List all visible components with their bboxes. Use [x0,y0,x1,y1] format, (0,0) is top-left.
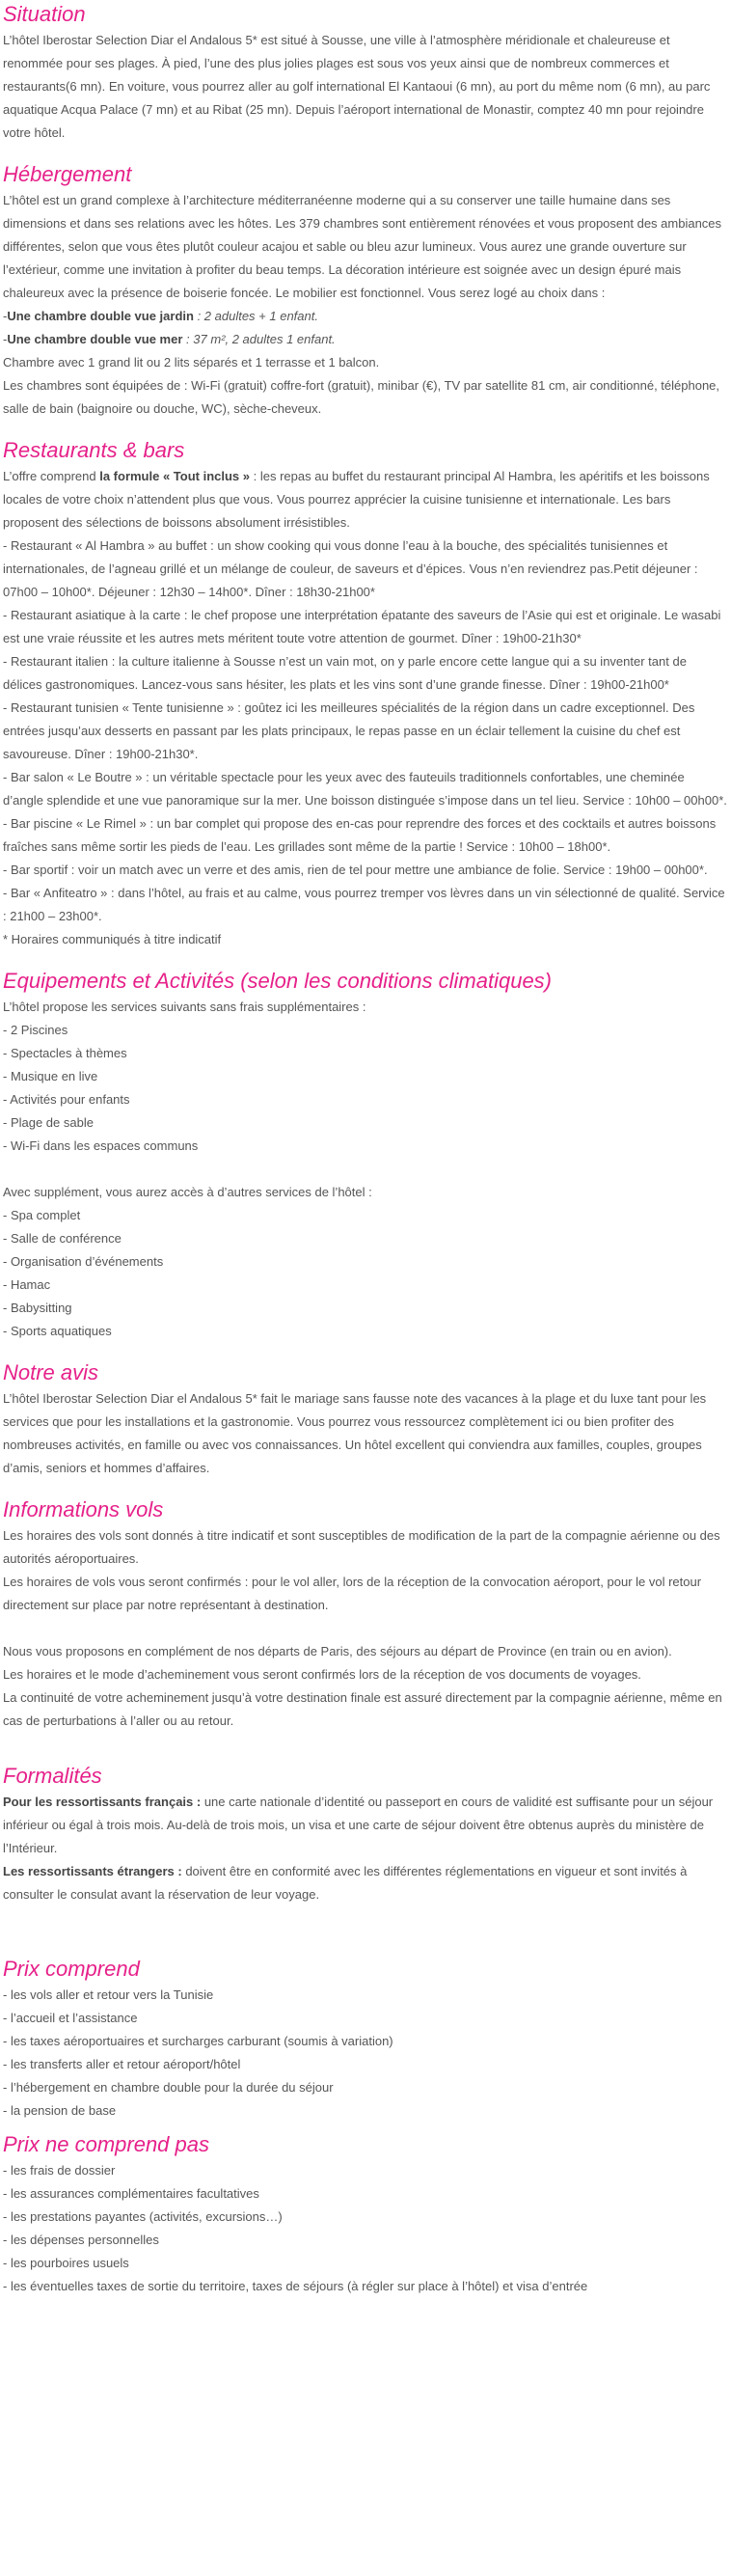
room-detail: : 2 adultes + 1 enfant. [193,309,318,323]
list-item: - Restaurant « Al Hambra » au buffet : un show cooking qui vous donne l’eau à la bouche, des spécialités tunisiennes et internationales, de l’agneau grillé et un mélange de couleur, de saveurs et d’épices. Vous n’en reviendrez pas.Petit déjeuner : 07h00 – 10h00*. Déjeuner : 12h30 – 14h00*. Dîner : 18h30-21h00* [3,538,698,599]
section-situation [3,0,728,145]
section-title: Equipements et Activités (selon les conditions climatiques) [3,969,553,993]
list-item: - les pourboires usuels [3,2256,129,2270]
section-equipements [3,967,728,1343]
room-detail: : 37 m², 2 adultes 1 enfant. [182,332,336,346]
list-item: - les éventuelles taxes de sortie du territoire, taxes de séjours (à régler sur place à l’hôtel) et visa d’entrée [3,2279,588,2293]
section-hebergement [3,160,728,421]
list-item: - Restaurant italien : la culture italienne à Sousse n’est un vain mot, on y parle encore cette langue qui a su inventer tant de délices gastronomiques. Lancez-vous sans hésiter, les plats et les vins sont d’une grande finesse. Dîner : 19h00-21h00* [3,654,687,692]
paragraph [3,465,728,534]
room-option: -​Une chambre double vue mer : 37 m², 2 adultes 1 enfant. [3,332,336,346]
list-item: - Musique en live [3,1069,98,1083]
list-item: - Hamac [3,1277,51,1292]
label-etrangers: Les ressortissants étrangers : [3,1864,182,1878]
paragraph: La continuité de votre acheminement jusqu’à votre destination finale est assuré directement par la compagnie aérienne, même en cas de perturbations à l’aller ou au retour. [3,1690,722,1728]
list-item: - 2 Piscines [3,1023,68,1037]
list-item: - Wi-Fi dans les espaces communs [3,1138,199,1153]
section-title: Prix comprend [3,1957,140,1981]
list-item: - les taxes aéroportuaires et surcharges carburant (soumis à variation) [3,2034,393,2048]
section-restaurants [3,436,728,951]
section-title: Formalités [3,1764,102,1788]
label-francais: Pour les ressortissants français : [3,1795,202,1809]
section-title: Prix ne comprend pas [3,2132,209,2156]
list-item: - l’accueil et l’assistance [3,2011,138,2025]
paragraph: L’hôtel Iberostar Selection Diar el Andalous 5* est situé à Sousse, une ville à l’atmosphère méridionale et chaleureuse et renommée pour ses plages. À pied, l’une des plus jolies plages est sous vos yeux ainsi que de nombreux commerces et restaurants(6 mn). En voiture, vous pourrez aller au golf international El Kantaoui (6 mn), au port du même nom (6 mn), au parc aquatique Acqua Palace (7 mn) et au Ribat (25 mn). Depuis l’aéroport international de Monastir, comptez 40 mn pour rejoindre votre hôtel. [3,33,711,140]
list-item: - les dépenses personnelles [3,2233,159,2247]
paragraph: Avec supplément, vous aurez accès à d’autres services de l’hôtel : [3,1185,372,1199]
list-item: - les assurances complémentaires facultatives [3,2186,259,2201]
list-item: - Salle de conférence [3,1231,122,1246]
list-item: - Organisation d’événements [3,1254,164,1269]
section-title: Restaurants & bars [3,438,185,462]
paragraph: Les horaires et le mode d’acheminement vous seront confirmés lors de la réception de vos documents de voyages. [3,1667,641,1682]
text-francais: une carte nationale d’identité ou passeport en cours de validité est suffisante pour un séjour inférieur ou égal à trois mois. Au-delà de trois mois, un visa et une carte de séjour doivent être obtenus auprès du ministère de l’Intérieur. [3,1795,714,1855]
list-item: - Restaurant asiatique à la carte : le chef propose une interprétation épatante des saveurs de l’Asie qui est et originale. Le wasabi est une vraie réussite et les autres mets méritent toute votre attention de gourmet. Dîner : 19h00-21h30* [3,608,721,645]
intro-bold: la formule « Tout inclus » [99,469,251,483]
footnote: * Horaires communiqués à titre indicatif [3,932,222,946]
room-option: -​Une chambre double vue jardin : 2 adultes + 1 enfant. [3,309,318,323]
intro-prefix: L’offre comprend [3,469,100,483]
list-item: - Plage de sable [3,1115,94,1130]
list-item: - Bar salon « Le Boutre » : un véritable spectacle pour les yeux avec des fauteuils traditionnels confortables, une cheminée d’angle splendide et une vue panoramique sur la mer. Une boisson distinguée s’impose dans un tel lieu. Service : 10h00 – 00h00*. [3,770,727,808]
list-item: - Babysitting [3,1301,72,1315]
section-title: Hébergement [3,162,132,186]
list-item: - Bar piscine « Le Rimel » : un bar complet qui propose des en-cas pour reprendre des forces et des cocktails et autres boissons fraîches sans même sortir les pieds de l’eau. Les grillades sont même de la partie ! Service : 10h00 – 18h00*. [3,816,717,854]
section-prix-exclus [3,2130,728,2298]
paragraph: Nous vous proposons en complément de nos départs de Paris, des séjours au départ de Province (en train ou en avion). [3,1644,672,1658]
list-item: - Activités pour enfants [3,1092,130,1107]
paragraph: Chambre avec 1 grand lit ou 2 lits séparés et 1 terrasse et 1 balcon. [3,355,380,370]
list-item: - l’hébergement en chambre double pour la durée du séjour [3,2080,334,2095]
list-item: - la pension de base [3,2103,117,2118]
room-label: Une chambre double vue jardin [7,309,194,323]
paragraph: Les chambres sont équipées de : Wi-Fi (gratuit) coffre-fort (gratuit), minibar (€), TV par satellite 81 cm, air conditionné, téléphone, salle de bain (baignoire ou douche, WC), sèche-cheveux. [3,378,720,416]
list-item: - les vols aller et retour vers la Tunisie [3,1987,214,2002]
list-item: - les frais de dossier [3,2163,116,2178]
section-title: Informations vols [3,1497,164,1521]
list-item: - les prestations payantes (activités, excursions…) [3,2209,283,2224]
room-label: Une chambre double vue mer [7,332,183,346]
list-item: - Spa complet [3,1208,81,1222]
list-item: - Bar sportif : voir un match avec un verre et des amis, rien de tel pour mettre une ambiance de folie. Service : 19h00 – 00h00*. [3,863,708,877]
list-item: - les transferts aller et retour aéroport/hôtel [3,2057,241,2071]
paragraph [3,1791,728,1860]
paragraph: Les horaires des vols sont donnés à titre indicatif et sont susceptibles de modification de la part de la compagnie aérienne ou des autorités aéroportuaires. [3,1528,720,1566]
section-avis [3,1358,728,1480]
section-prix-comprend [3,1955,728,2123]
list-item: - Restaurant tunisien « Tente tunisienne » : goûtez ici les meilleures spécialités de la région dans un cadre exceptionnel. Des entrées jusqu’aux desserts en passant par les plats principaux, le repas passe en un éclair tellement la cuisine du chef est savoureuse. Dîner : 19h00-21h30*. [3,700,695,761]
list-item: - Spectacles à thèmes [3,1046,127,1060]
section-title: Situation [3,2,86,26]
intro-suffix: : les repas au buffet du restaurant principal Al Hambra, les apéritifs et les boissons locales de votre choix n’attendent plus que vous. Vous pourrez apprécier la cuisine tunisienne et internationale. Les bars proposent des sélections de boissons absolument irrésistibles. [3,469,710,530]
paragraph: Les horaires de vols vous seront confirmés : pour le vol aller, lors de la réception de la convocation aéroport, pour le vol retour directement sur place par notre représentant à destination. [3,1575,702,1612]
paragraph: L’hôtel est un grand complexe à l’architecture méditerranéenne moderne qui a su conserver une taille humaine dans ses dimensions et dans ses relations avec les hôtes. Les 379 chambres sont entièrement rénovées et vous proposent des ambiances différentes, selon que vous êtes plutôt couleur acajou et sable ou bleu azur lumineux. Vous aurez une grande ouverture sur l’extérieur, comme une invitation à profiter du beau temps. La décoration intérieure est soignée avec un design épuré mais chaleureux avec la présence de boiserie foncée. Le mobilier est fonctionnel. Vous serez logé au choix dans : [3,193,722,300]
section-vols [3,1495,728,1733]
list-item: - Sports aquatiques [3,1324,112,1338]
paragraph: L’hôtel Iberostar Selection Diar el Andalous 5* fait le mariage sans fausse note des vacances à la plage et du luxe tant pour les services que pour les installations et la gastronomie. Vous pourrez vous ressourcez complètement ici ou bien profiter des nombreuses activités, en famille ou avec vos connaissances. Un hôtel excellent qui conviendra aux familles, couples, groupes d’amis, seniors et hommes d’affaires. [3,1391,707,1475]
paragraph [3,1860,728,1906]
section-title: Notre avis [3,1360,99,1384]
section-formalites [3,1762,728,1906]
paragraph: L’hôtel propose les services suivants sans frais supplémentaires : [3,1000,366,1014]
text-etrangers: doivent être en conformité avec les différentes réglementations en vigueur et sont invités à consulter le consulat avant la réservation de leur voyage. [3,1864,688,1902]
list-item: - Bar « Anfiteatro » : dans l’hôtel, au frais et au calme, vous pourrez tremper vos lèvres dans un vin sélectionné de qualité. Service : 21h00 – 23h00*. [3,886,725,923]
